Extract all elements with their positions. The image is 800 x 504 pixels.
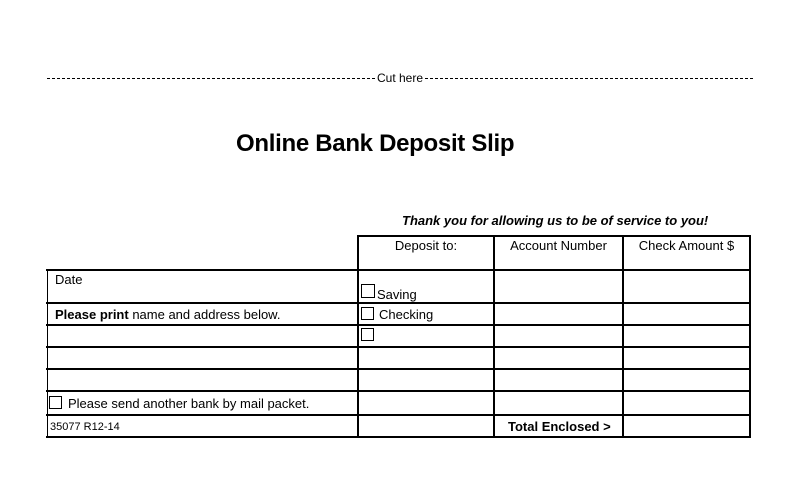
total-enclosed-label: Total Enclosed >	[508, 419, 611, 434]
grid-line-row6	[46, 390, 751, 392]
header-check-amount: Check Amount $	[638, 238, 735, 253]
saving-checkbox[interactable]	[361, 284, 375, 298]
grid-line-row4	[46, 346, 751, 348]
mail-packet-checkbox[interactable]	[49, 396, 62, 409]
date-label: Date	[55, 272, 83, 287]
grid-line-top	[357, 235, 751, 237]
print-instruction	[55, 307, 280, 322]
grid-line-col2	[493, 235, 495, 438]
checking-checkbox[interactable]	[361, 307, 374, 320]
grid-line-bottom	[46, 436, 751, 438]
print-instruction-bold: Please print	[55, 307, 129, 322]
cut-line	[47, 70, 753, 86]
grid-line-row1	[46, 269, 751, 271]
grid-line-row2	[46, 302, 751, 304]
grid-line-left	[47, 269, 48, 437]
saving-label: Saving	[377, 287, 417, 302]
thank-you-message: Thank you for allowing us to be of service to you!	[402, 213, 709, 228]
grid-line-col1	[357, 235, 359, 438]
mail-packet-label: Please send another bank by mail packet.	[68, 396, 310, 411]
cut-dashes-right	[425, 78, 753, 79]
grid-line-row3	[46, 324, 751, 326]
grid-line-row7	[46, 414, 751, 416]
cut-dashes-left	[47, 78, 375, 79]
other-account-checkbox[interactable]	[361, 328, 374, 341]
form-code: 35077 R12-14	[50, 421, 120, 433]
cut-here-label: Cut here	[376, 71, 424, 85]
grid-line-col3	[622, 235, 624, 438]
grid-line-row5	[46, 368, 751, 370]
print-instruction-rest: name and address below.	[128, 307, 281, 322]
grid-line-right	[749, 235, 751, 438]
page-title: Online Bank Deposit Slip	[236, 130, 515, 157]
header-account-number: Account Number	[510, 238, 607, 253]
header-deposit-to: Deposit to:	[394, 238, 458, 253]
checking-label: Checking	[379, 307, 434, 322]
